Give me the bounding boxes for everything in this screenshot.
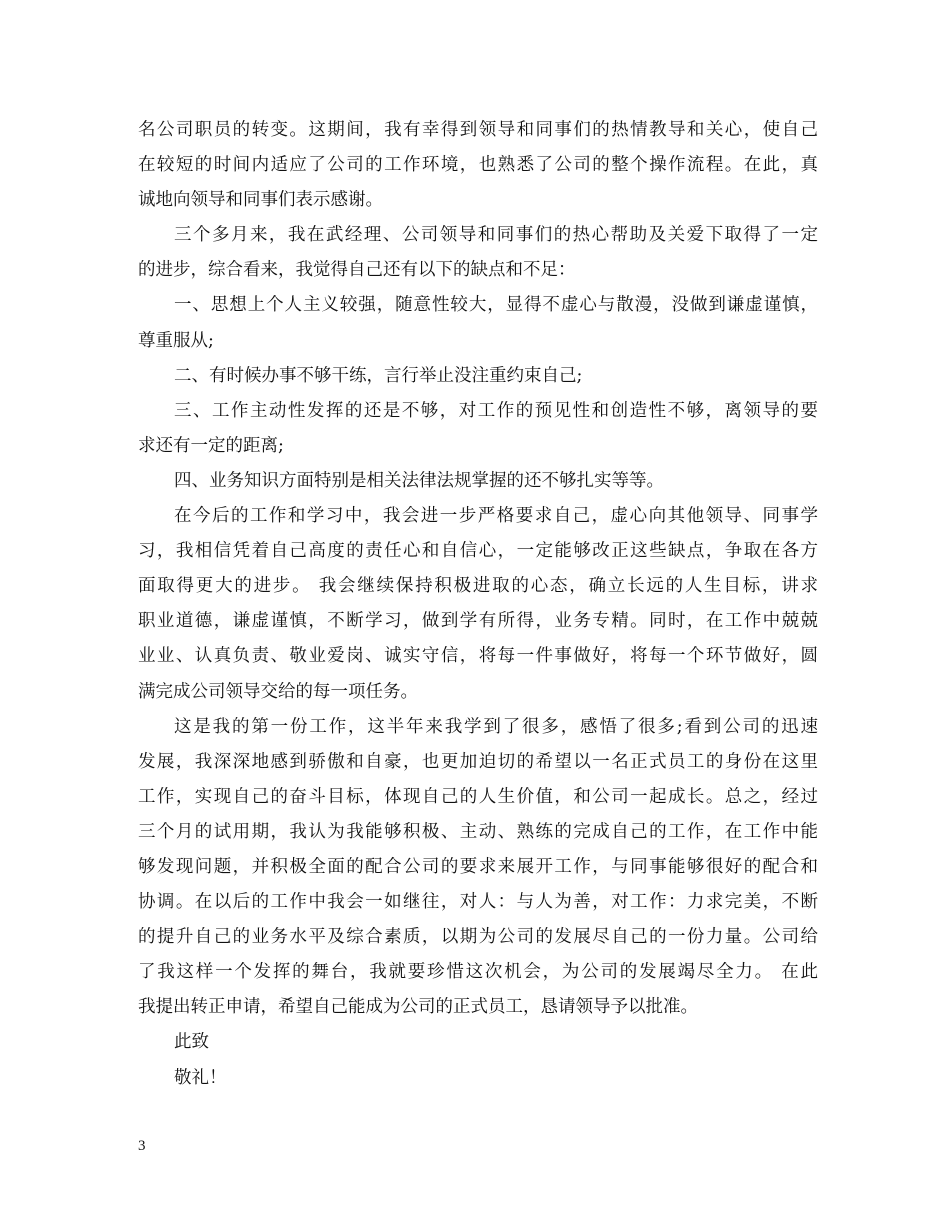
- text-line-content: 敬礼！: [174, 1067, 227, 1088]
- text-line-content: 在较短的时间内适应了公司的工作环境，也熟悉了公司的整个操作流程。在此，真: [138, 155, 818, 176]
- text-line-content: 一、思想上个人主义较强，随意性较大，显得不虚心与散漫，没做到谦虚谨慎，: [174, 295, 818, 316]
- text-line-content: 发展，我深深地感到骄傲和自豪，也更加迫切的希望以一名正式员工的身份在这里: [138, 751, 818, 772]
- text-line-content: 协调。在以后的工作中我会一如继往，对人：与人为善，对工作：力求完美，不断: [138, 892, 818, 913]
- text-line: [138, 815, 818, 850]
- text-line-content: 在今后的工作和学习中，我会进一步严格要求自己，虚心向其他领导、同事学: [174, 506, 818, 527]
- text-line: [138, 675, 818, 710]
- text-line-content: 求还有一定的距离;: [138, 435, 284, 456]
- text-line: [138, 780, 818, 815]
- text-line-content: 够发现问题，并积极全面的配合公司的要求来展开工作，与同事能够很好的配合和: [138, 856, 818, 877]
- text-line: [138, 639, 818, 674]
- text-line-content: 三个月的试用期，我认为我能够积极、主动、熟练的完成自己的工作，在工作中能: [138, 821, 818, 842]
- text-line-content: 此致: [174, 1032, 209, 1053]
- text-line: [138, 745, 818, 780]
- text-line-content: 职业道德，谦虚谨慎，不断学习，做到学有所得，业务专精。同时，在工作中兢兢: [138, 611, 818, 632]
- text-line: [138, 113, 818, 148]
- text-line-content: 三、工作主动性发挥的还是不够，对工作的预见性和创造性不够，离领导的要: [174, 400, 818, 421]
- text-line-content: 名公司职员的转变。这期间，我有幸得到领导和同事们的热情教导和关心，使自己: [138, 120, 818, 140]
- text-line-content: 的提升自己的业务水平及综合素质，以期为公司的发展尽自己的一份力量。公司给: [138, 927, 818, 948]
- text-line: [138, 990, 818, 1025]
- text-line-content: 面取得更大的进步。 我会继续保持积极进取的心态，确立长远的人生目标，讲求: [138, 576, 818, 597]
- text-line-content: 了我这样一个发挥的舞台，我就要珍惜这次机会，为公司的发展竭尽全力。 在此: [138, 962, 818, 983]
- text-line-content: 习，我相信凭着自己高度的责任心和自信心，一定能够改正这些缺点，争取在各方: [138, 541, 818, 562]
- page-number: 3: [138, 1138, 146, 1154]
- text-line-content: 业业、认真负责、敬业爱岗、诚实守信，将每一件事做好，将每一个环节做好，圆: [138, 646, 818, 667]
- text-line: [138, 955, 818, 990]
- text-line: [138, 359, 818, 394]
- text-line-content: 二、有时候办事不够干练，言行举止没注重约束自己;: [174, 365, 583, 386]
- text-line: [138, 920, 818, 955]
- text-line: [138, 394, 818, 429]
- text-line: [138, 429, 818, 464]
- text-line-content: 工作，实现自己的奋斗目标，体现自己的人生价值，和公司一起成长。总之，经过: [138, 786, 818, 807]
- text-line-content: 的进步，综合看来，我觉得自己还有以下的缺点和不足：: [138, 260, 576, 281]
- text-line-content: 我提出转正申请，希望自己能成为公司的正式员工，恳请领导予以批准。: [138, 997, 698, 1018]
- text-line: [138, 710, 818, 745]
- text-line: [138, 885, 818, 920]
- document-body: [138, 113, 818, 1096]
- text-line-content: 尊重服从;: [138, 330, 214, 351]
- text-line: [138, 499, 818, 534]
- text-line-content: 四、业务知识方面特别是相关法律法规掌握的还不够扎实等等。: [174, 470, 664, 491]
- text-line: [138, 604, 818, 639]
- text-line-content: 诚地向领导和同事们表示感谢。: [138, 190, 383, 211]
- text-line: [138, 148, 818, 183]
- text-line: [138, 1025, 818, 1060]
- text-line: [138, 218, 818, 253]
- text-line: [138, 183, 818, 218]
- text-line: [138, 569, 818, 604]
- text-line: [138, 850, 818, 885]
- text-line: [138, 288, 818, 323]
- text-line: [138, 1061, 818, 1096]
- text-line-content: 满完成公司领导交给的每一项任务。: [138, 681, 418, 702]
- text-line: [138, 253, 818, 288]
- text-line: [138, 534, 818, 569]
- text-line: [138, 324, 818, 359]
- text-line-content: 三个多月来，我在武经理、公司领导和同事们的热心帮助及关爱下取得了一定: [174, 225, 818, 246]
- text-line: [138, 464, 818, 499]
- text-line-content: 这是我的第一份工作，这半年来我学到了很多，感悟了很多;看到公司的迅速: [174, 716, 818, 737]
